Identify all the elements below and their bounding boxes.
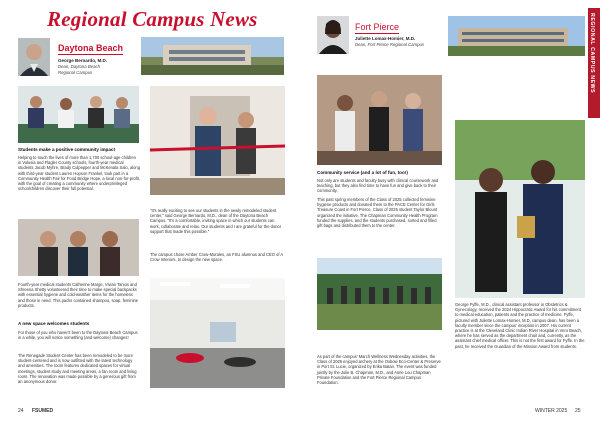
- photo-student-center-interior: [150, 278, 285, 388]
- page-number-right: 25: [575, 408, 581, 414]
- paragraph-designer: The campus chose Amber Crow-Morales, an FSU alumnus and CEO of A Crow Interiors, to design the new space.: [150, 252, 283, 263]
- paragraph-bernardo-quote: "It's really exciting to see our students in the newly remodeled student center," said George Bernardo, M.D., dean of the Daytona Beach Campus. "It's a comfortable, inviting space in which our students can work, collaborate and relax. Our students and I are grateful for the donor support that made this possible.": [150, 208, 282, 234]
- photo-archery-group: [317, 258, 442, 330]
- section-side-tab: [588, 8, 600, 118]
- dean-portrait-lomax-homier: [317, 16, 349, 54]
- photo-fyffe-award: [455, 120, 585, 298]
- photo-ribbon-cutting: [150, 86, 285, 195]
- dean-role-left: Dean, Daytona Beach Regional Campus: [58, 64, 101, 75]
- paragraph-fyffe: George Fyffe, M.D., clinical assistant professor in Obstetrics & Gynecology, received the 2024 Hippocratic Award for his commitment to medical education, patients and the practice of medicine. Fyffe, pictured with Juliette Lomax-Homier, M.D, campus dean, has been a faculty member since the campus' inception in 2007. His current practice is at the Cleveland Clinic Indian River Hospital in Vero Beach, where he has served as the department chair and, currently, as the assistant chief medical officer. This is not the first award for Fyffe. In the past, he received the Guardian of the Mission Award from students.: [455, 302, 585, 349]
- paragraph-health-fair: Helping to touch the lives of more than 1,700 school-age children in Volusia and Flagler County schools, fourth-year medical students Jacob Myhre, Brady Culpepper and McKenala Salo, along with third-year student Lauren Hopson Frankel, took part in a Community Health Fair for Food Bridge Hope, a local non-for-profit, with the goal of creating a community where underprivileged schoolchildren discover their full potential.: [18, 155, 140, 192]
- section-banner-title: Regional Campus News: [47, 7, 258, 31]
- campus-name-daytona: Daytona Beach: [58, 43, 124, 53]
- campus-name-fort-pierce: Fort Pierce: [355, 22, 400, 32]
- dean-role-right: Dean, Fort Pierce Regional Campus: [355, 42, 425, 47]
- paragraph-new-space-intro: For those of you who haven't been to the Daytona Beach Campus in a while, you will notice something (and welcome) changes!: [18, 330, 138, 341]
- paragraph-backpacks: Fourth-year medical students Catherine Marge, Vivian Tanios and Shreena Shetty volunteered their time to make special backpacks with essential hygiene and cold-weather items for the homeless and those in need. This packs contained shampoo, soap, feminine products.: [18, 282, 139, 308]
- issue-season: WINTER 2025: [535, 408, 568, 414]
- paragraph-pace-center: This past spring members of the Class of 2025 collected feminine hygiene products and donated them to the PACE Center for Girls Treasure Coast in Fort Pierce. Class of 2025 student Taylor Blount organized the initiative. The Chapman Community Health Program funded the supplies, and the students purchased, sorted and filled gift bags and distributed them to the center.: [317, 197, 438, 229]
- campus-building-photo-fort-pierce: [448, 16, 585, 56]
- heading-positive-impact: Students make a positive community impact: [18, 147, 116, 152]
- campus-building-photo-daytona: [141, 37, 284, 75]
- heading-community-service: Community service (and a lot of fun, too!): [317, 170, 408, 175]
- paragraph-student-center: The Renegade Student Center has been remodeled to be more student-centered and is now outfitted with the latest technology and amenities. The room features dedicated spaces for virtual meetings, student study and meeting areas, a fan room and living room. The renovation was made possible by a generous gift from an anonymous donor.: [18, 353, 137, 385]
- photo-fort-pierce-students: [317, 75, 442, 165]
- photo-students-backpacks: [18, 219, 139, 276]
- heading-new-space: A new space welcomes students: [18, 321, 90, 326]
- dean-name-left: George Bernardo, M.D.: [58, 58, 108, 63]
- page-number-left: 24: [18, 408, 24, 414]
- photo-students-health-fair: [18, 86, 139, 143]
- side-tab-label: REGIONAL CAMPUS NEWS: [589, 13, 595, 94]
- paragraph-fort-pierce-intro: Not only are students and faculty busy with clinical coursework and teaching, but they also find time to have fun and give back to their community.: [317, 178, 439, 194]
- dean-name-right: Juliette Lomax-Homier, M.D.: [355, 36, 416, 41]
- magazine-name: FSUMED: [32, 408, 54, 414]
- dean-portrait-bernardo: [18, 38, 50, 76]
- paragraph-archery: As part of the campus' March Wellness Wednesday activities, the Class of 2025 enjoyed archery at the Oxbow Eco-Center & Preserve in Port St. Lucie, organized by Erika Batan. The event was funded jointly by the Julie B. Chapman, M.D., and Anne Lou Chapman Private Foundation and the Fort Pierce Regional Campus Foundation.: [317, 354, 441, 386]
